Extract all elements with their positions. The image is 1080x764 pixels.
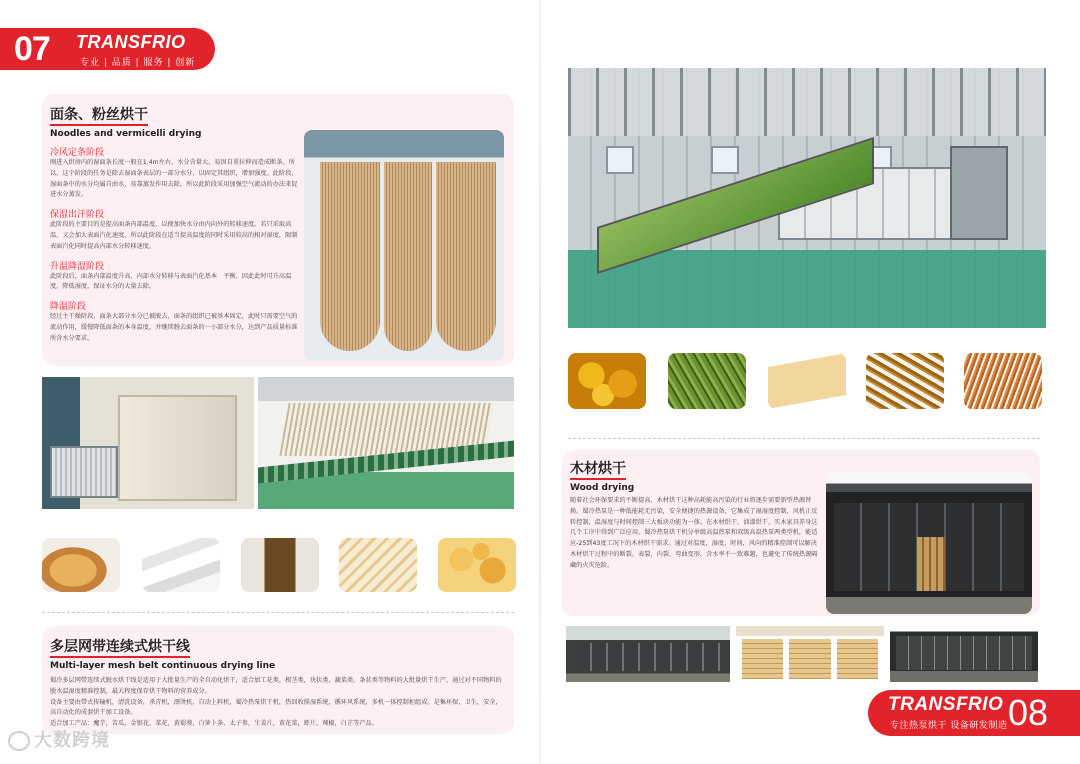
mesh-belt-para-3: 适合加工产品：魔芋，苦瓜，金银花，菜花，黄蜀葵，白萝卜条，太子参，生姜片，黄花菜，虾片，辣椒，白芷等产品。 <box>50 720 378 728</box>
mesh-belt-line-photo <box>568 68 1046 328</box>
stage-title-3: 升温降湿阶段 <box>50 261 105 272</box>
stage-title-4: 降温阶段 <box>50 302 87 313</box>
mesh-belt-title-cn: 多层网带连续式烘干线 <box>50 639 190 655</box>
watermark-text: 大数跨境 <box>34 730 110 751</box>
stage-title-2: 保湿出汗阶段 <box>50 210 105 221</box>
brand-tab-right <box>868 690 1080 736</box>
stage-body-3: 此阶段后，面条内部温度升高，内部水分转移与表面汽化基本 平衡，因此此时可升高温度，降低湿度，保证水分的大量去除。 <box>50 272 292 291</box>
brand-slogan-right: 专注热泵烘干 设备研发制造 <box>890 721 1008 731</box>
mesh-belt-para-2: 设备主要由带式传输机，清洗设备，杀青机，漂烫机，自动上料机，蜀冷热泵烘干机，热回收排湿系统，循环风系统，多机一体控制柜组成。是集环保，卫生，安全，高自动化的成套烘干加工设备。 <box>50 698 502 717</box>
noodle-thumb-3 <box>241 538 319 592</box>
wood-heading <box>570 458 626 480</box>
product-thumb-strips <box>866 353 944 409</box>
mesh-belt-title-en: Multi-layer mesh belt continuous drying line <box>50 661 276 671</box>
product-thumb-green-beans <box>668 353 746 409</box>
product-thumb-shreds <box>964 353 1042 409</box>
stage-body-2: 此阶段的主要目的是提高面条内部温度，以便加快水分由内向外的转移速度。若只采取高温，又会加大表面汽化速度，所以此阶段在适当提高温度的同时采用较高的相对湿度，限制表面汽化同时提高内部水分转移速度。 <box>50 221 298 250</box>
spread-divider <box>539 0 541 764</box>
page-number-right: 08 <box>1008 692 1049 733</box>
wood-shed-photo <box>826 472 1032 614</box>
product-thumb-flowers <box>568 353 646 409</box>
lumber-stack-photo <box>736 626 884 682</box>
page-number-left: 07 <box>14 30 50 68</box>
wood-dryer-photo-2 <box>890 626 1038 682</box>
noodle-thumb-1 <box>42 538 120 592</box>
brand-logo-left: TRANSFRIO <box>76 32 186 52</box>
watermark-logo-icon <box>8 731 30 751</box>
stage-body-1: 刚进入烘房内的湿面条长度一般在1.4m左右，水分含量大，易因自重拉伸而造成断条。所以，这个阶段的任务是除去湿面条表层的一部分水分，以固定其组织，增加强度。此阶段，湿面条中的水分均属自由水，易靠蒸发作用去除，所以此阶段采用加强空气流动的办法来促进水分蒸发。 <box>50 159 298 199</box>
wood-title-en: Wood drying <box>570 483 635 493</box>
noodle-line-photo <box>258 377 514 509</box>
section-divider-right <box>568 438 1040 439</box>
noodles-heading <box>50 104 148 126</box>
wood-panel <box>562 450 1040 616</box>
noodles-panel <box>42 94 514 366</box>
noodle-thumb-2 <box>142 538 220 592</box>
dryer-room-photo <box>42 377 254 509</box>
wood-dryer-photo-1 <box>566 626 730 682</box>
noodles-title-en: Noodles and vermicelli drying <box>50 129 202 139</box>
wood-body: 随着社会环保要求的不断提高，木材烘干这种高耗能高污染的行业将逐步需要新型热源替换。蜀冷热泵是一种低能耗无污染，安全便捷的热源设备，它集成了湿湿度控制，风机正反转控制，温湿度与时间控制三大板块功能为一体。在木材烘干，油漆烘干，实木家具养身这几个工序中得到广泛应用，蜀冷热泵烘干机分单级高温热泵和双级高温热泵两类型机，能适应-25到43度工况下的木材烘干需求。通过对温度，湿度，时间，风向的精准控制可以解决木材烘干过程中的断裂，表裂，内裂，弯曲变形，含水率不一致难题，也避免了传统热源隔藏的火灾危险。 <box>570 497 818 569</box>
product-thumb-yuba <box>768 353 846 409</box>
noodles-title-cn: 面条、粉丝烘干 <box>50 107 148 123</box>
mesh-belt-panel <box>42 626 514 734</box>
stage-body-4: 经过主干燥阶段，面条大部分水分已被脱去，面条的组织已被基本固定，此时只需要空气的流动作用，缓慢降低面条的本身温度，并继续脱去面条的一小部分水分，达到产品质量标准所含水分要求。 <box>50 313 298 342</box>
watermark <box>8 726 110 752</box>
wood-title-cn: 木材烘干 <box>570 461 626 477</box>
brand-logo-right: TRANSFRIO <box>888 694 1004 715</box>
noodle-rack-photo <box>304 130 504 360</box>
mesh-belt-heading <box>50 636 190 658</box>
mesh-belt-para-1: 蜀冷多层网带连续式脱水烘干线是适用于大批量生产的全自动化烘干，适合加工花类，根茎类，块状类，蔬菜类，条状类等物料的大批量烘干生产，通过对不同物料的脱水温湿度精准控制，最大程度保存烘干物料的营养成分。 <box>50 677 502 695</box>
brand-slogan-left: 专业 | 品质 | 服务 | 创新 <box>80 58 196 68</box>
section-divider-left <box>42 612 514 613</box>
brand-tab-left <box>0 28 215 70</box>
stage-title-1: 冷风定条阶段 <box>50 148 105 158</box>
noodle-thumb-5 <box>438 538 516 592</box>
noodle-thumb-4 <box>339 538 417 592</box>
